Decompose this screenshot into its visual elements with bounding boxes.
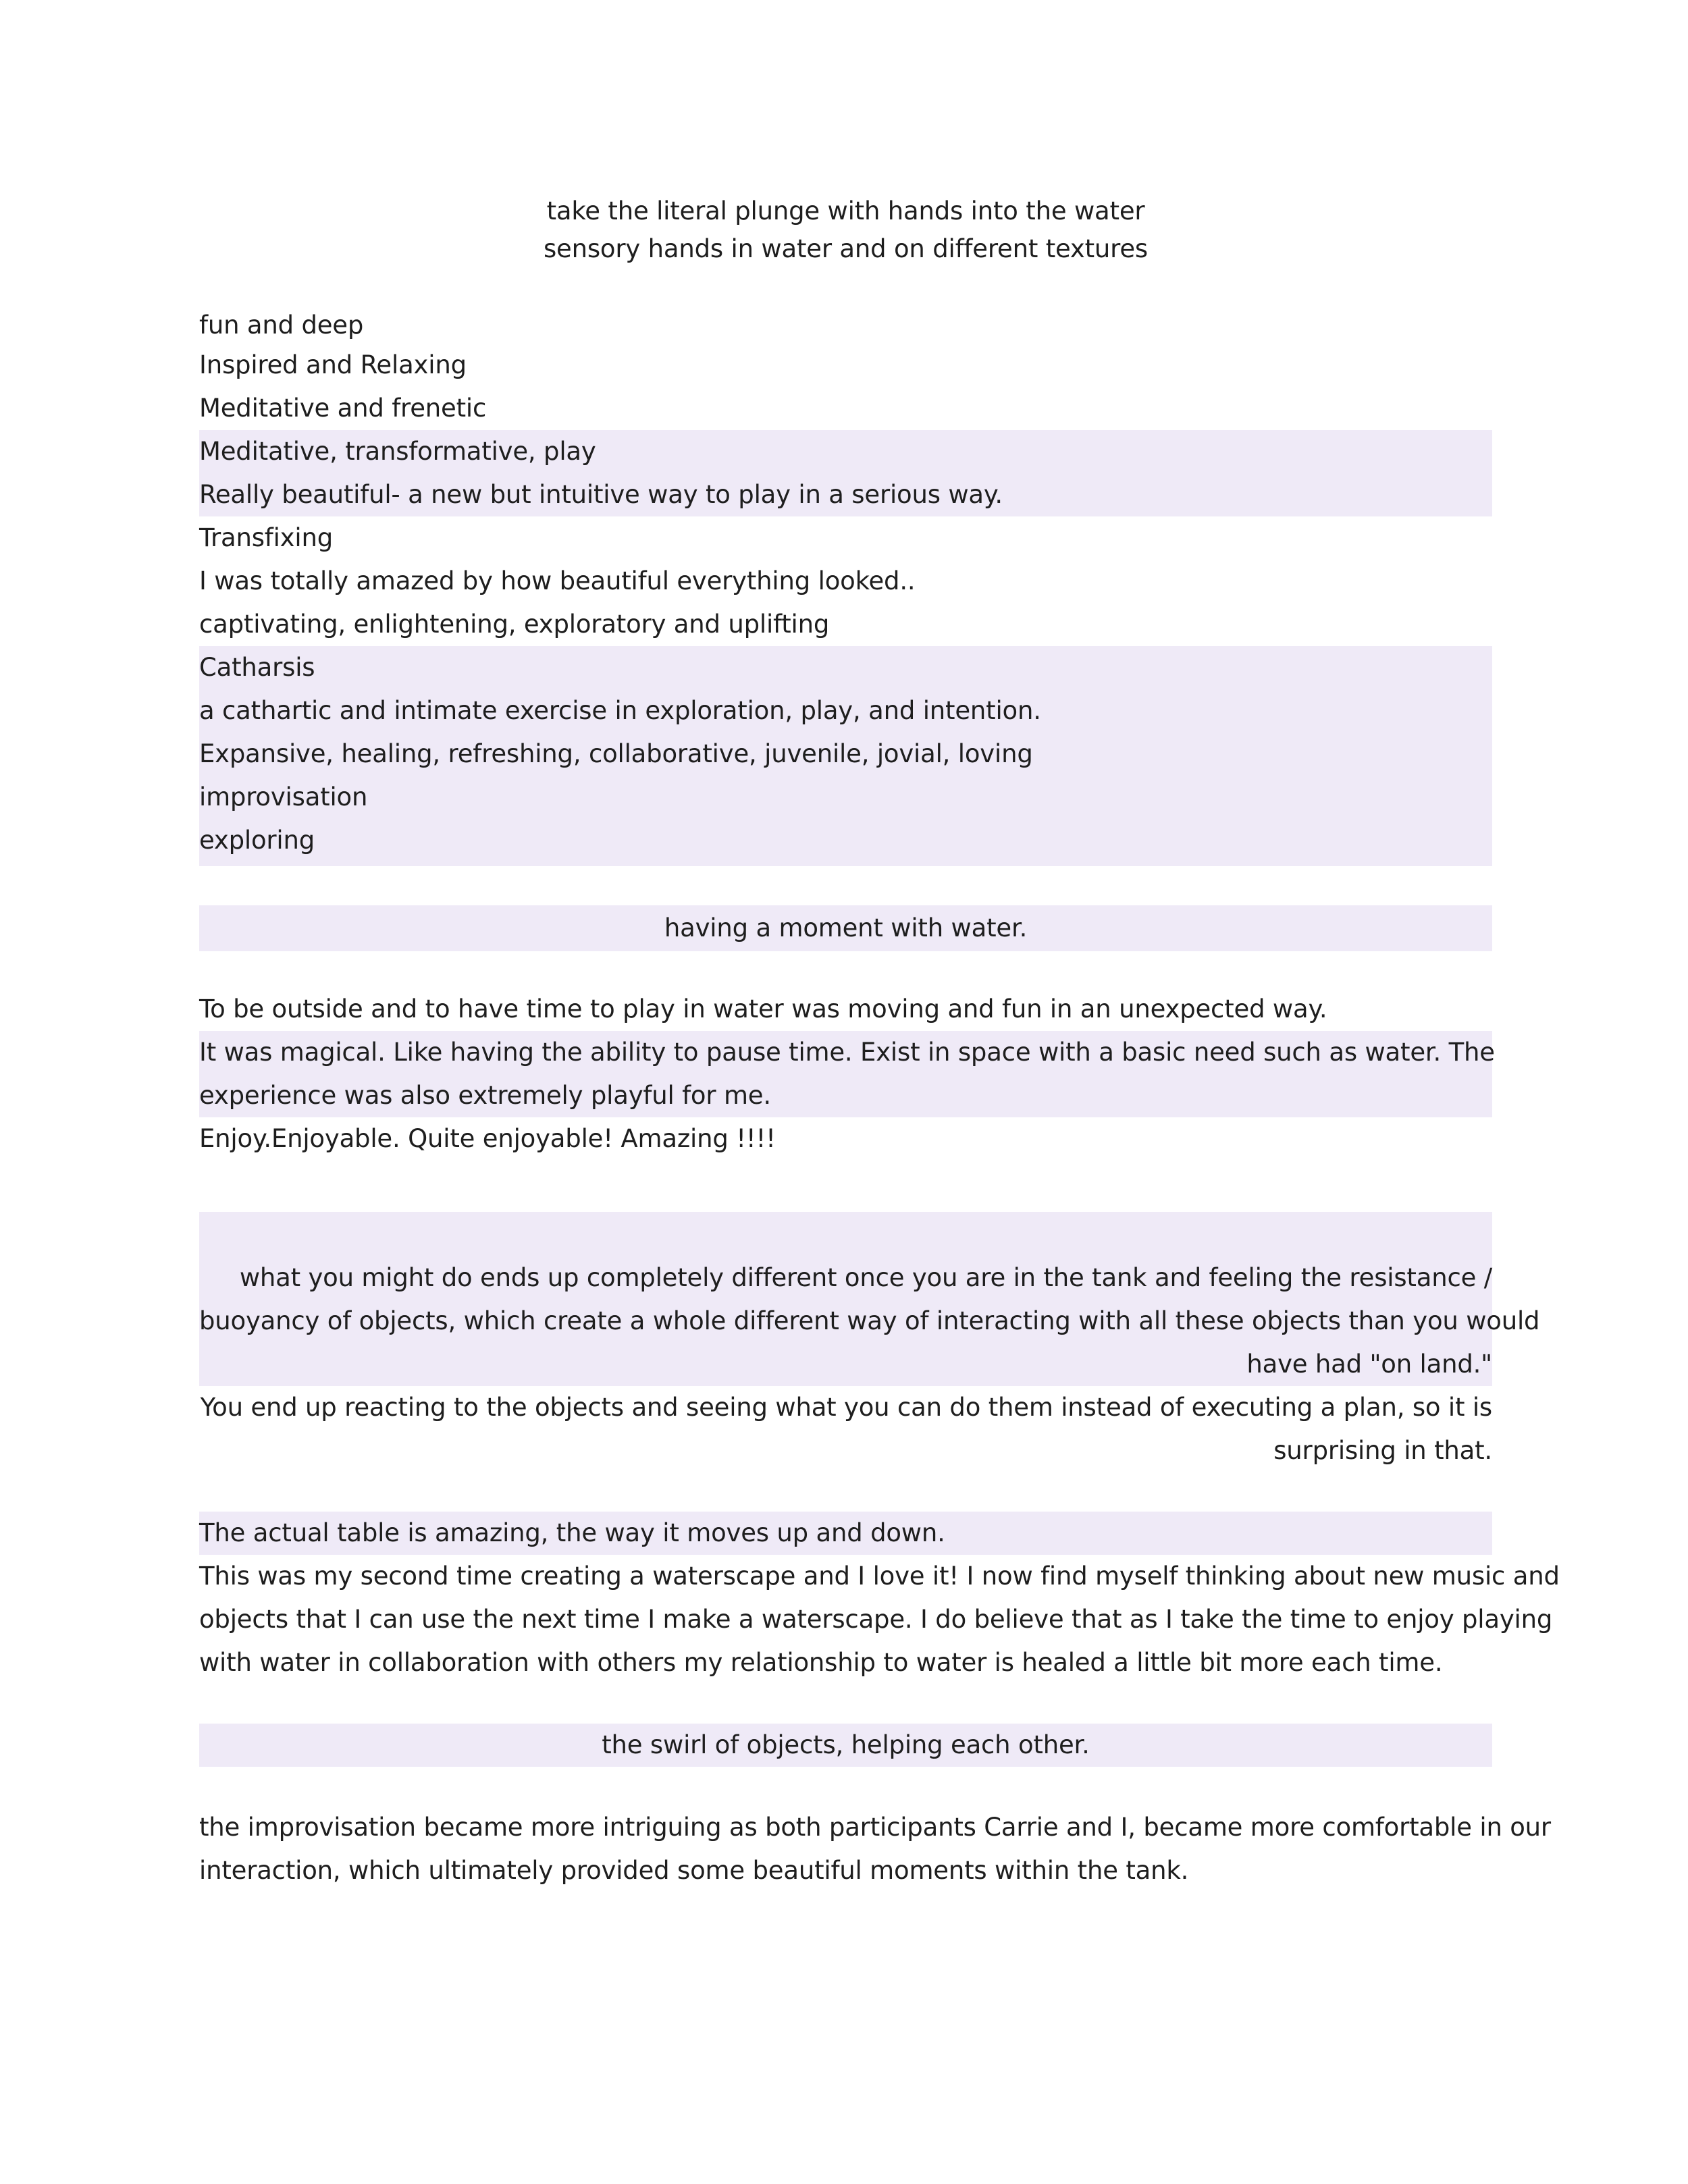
swirl-text: the swirl of objects, helping each other. [602, 1730, 1090, 1759]
list-item: Expansive, healing, refreshing, collaborative, juvenile, jovial, loving [199, 733, 1492, 776]
text-line: surprising in that. [1273, 1436, 1492, 1465]
experience-paragraph [199, 988, 1495, 1161]
tank-paragraph [199, 1212, 1540, 1472]
text-line: have had "on land." [199, 1343, 1492, 1386]
text-line: experience was also extremely playful for me. [199, 1074, 1492, 1117]
heading-line: sensory hands in water and on different textures [543, 234, 1149, 263]
text-line: This was my second time creating a waterscape and I love it! I now find myself thinking about new music and [199, 1562, 1560, 1591]
text-line: interaction, which ultimately provided some beautiful moments within the tank. [199, 1856, 1189, 1885]
text-line: You end up reacting to the objects and seeing what you can do them instead of executing a plan, so it is [200, 1393, 1492, 1422]
improv-paragraph [199, 1806, 1551, 1892]
table-line: The actual table is amazing, the way it moves up and down. [199, 1512, 1492, 1555]
text-line: It was magical. Like having the ability to pause time. Exist in space with a basic need such as water. The [199, 1031, 1492, 1074]
list-item: Transfixing [199, 523, 333, 552]
heading [199, 192, 1492, 268]
list-item: Catharsis [199, 646, 1492, 689]
list-item: I was totally amazed by how beautiful everything looked.. [199, 566, 916, 595]
swirl-line [199, 1724, 1492, 1767]
list-item: fun and deep [199, 311, 364, 340]
text-line: objects that I can use the next time I make a waterscape. I do believe that as I take the time to enjoy playing [199, 1605, 1553, 1634]
list-item: a cathartic and intimate exercise in exploration, play, and intention. [199, 689, 1492, 733]
list-item: improvisation [199, 776, 1492, 819]
list-item: captivating, enlightening, exploratory and uplifting [199, 610, 830, 639]
text-line: buoyancy of objects, which create a whole different way of interacting with all these objects than you would [199, 1300, 1492, 1343]
list-item: Inspired and Relaxing [199, 350, 467, 379]
list-item: Meditative and frenetic [199, 394, 487, 423]
list-item: Really beautiful- a new but intuitive way to play in a serious way. [199, 473, 1492, 516]
text-line: what you might do ends up completely different once you are in the tank and feeling the resistance / [199, 1256, 1492, 1300]
moment-line: having a moment with water. [199, 905, 1492, 951]
document-page [199, 192, 1560, 1892]
text-line: Enjoy.Enjoyable. Quite enjoyable! Amazing !!!! [199, 1124, 776, 1153]
words-list [199, 307, 1492, 866]
text-line: the improvisation became more intriguing as both participants Carrie and I, became more comfortable in our [199, 1813, 1551, 1842]
list-item: exploring [199, 819, 1492, 866]
waterscape-paragraph [199, 1555, 1560, 1684]
text-line: To be outside and to have time to play in water was moving and fun in an unexpected way. [199, 994, 1327, 1023]
text-line: with water in collaboration with others my relationship to water is healed a little bit more each time. [199, 1648, 1443, 1677]
heading-line: take the literal plunge with hands into the water [546, 196, 1145, 225]
list-item: Meditative, transformative, play [199, 430, 1492, 473]
